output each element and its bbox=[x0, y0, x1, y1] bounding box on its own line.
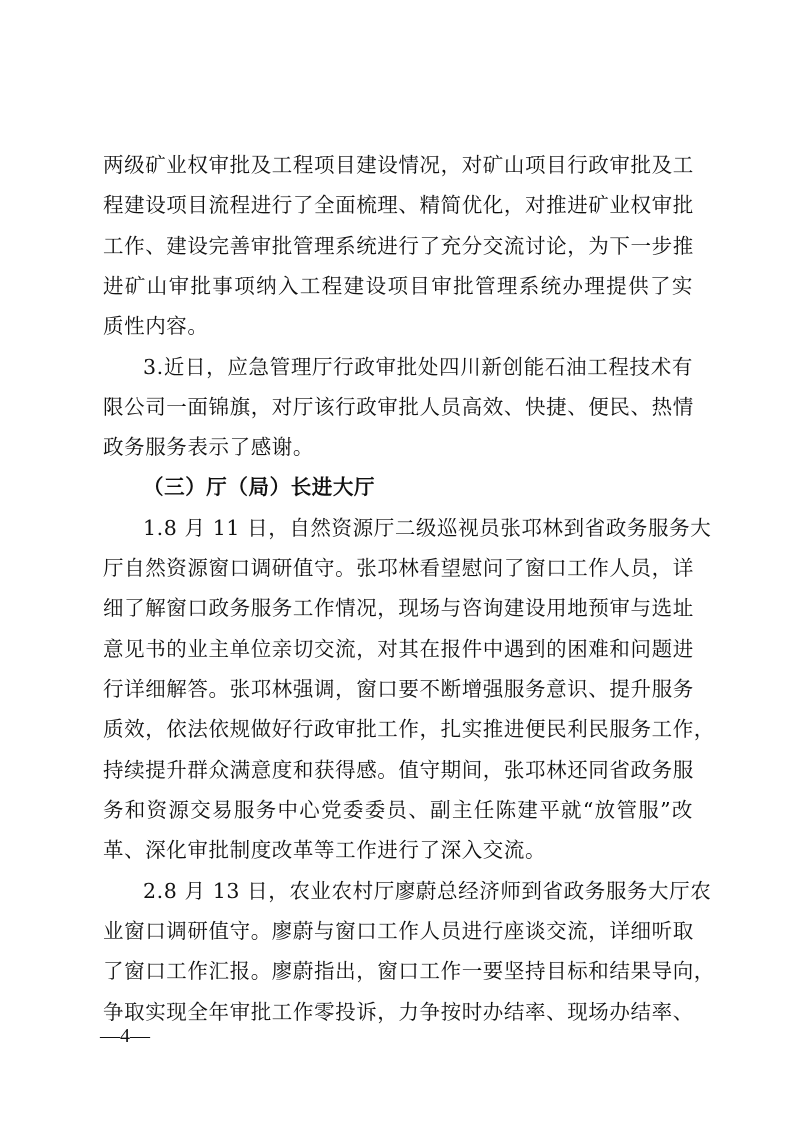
paragraph-line: 工作、建设完善审批管理系统进行了充分交流讨论，为下一步推 bbox=[103, 234, 694, 258]
paragraph-line: 争取实现全年审批工作零投诉，力争按时办结率、现场办结率、 bbox=[103, 1000, 694, 1024]
paragraph-line: 1.8 月 11 日，自然资源厅二级巡视员张邛林到省政务服务大 bbox=[143, 516, 712, 540]
paragraph-line: 革、深化审批制度改革等工作进行了深入交流。 bbox=[103, 838, 547, 862]
paragraph-line: 质性内容。 bbox=[103, 314, 209, 338]
page-number: —4— bbox=[100, 1025, 150, 1047]
section-heading: （三）厅（局）长进大厅 bbox=[143, 475, 376, 499]
paragraph-line: 限公司一面锦旗，对厅该行政审批人员高效、快捷、便民、热情 bbox=[103, 395, 694, 419]
paragraph-line: 两级矿业权审批及工程项目建设情况，对矿山项目行政审批及工 bbox=[103, 153, 694, 177]
paragraph-line: 细了解窗口政务服务工作情况，现场与咨询建设用地预审与选址 bbox=[103, 596, 694, 620]
paragraph-line: 厅自然资源窗口调研值守。张邛林看望慰问了窗口工作人员，详 bbox=[103, 556, 694, 580]
paragraph-line: 程建设项目流程进行了全面梳理、精简优化，对推进矿业权审批 bbox=[103, 193, 694, 217]
paragraph-line: 3.近日，应急管理厅行政审批处四川新创能石油工程技术有 bbox=[143, 355, 693, 379]
paragraph-line: 意见书的业主单位亲切交流，对其在报件中遇到的困难和问题进 bbox=[103, 637, 694, 661]
paragraph-line: 业窗口调研值守。廖蔚与窗口工作人员进行座谈交流，详细听取 bbox=[103, 919, 694, 943]
paragraph-line: 2.8 月 13 日，农业农村厅廖蔚总经济师到省政务服务大厅农 bbox=[143, 879, 712, 903]
paragraph-line: 进矿山审批事项纳入工程建设项目审批管理系统办理提供了实 bbox=[103, 274, 693, 298]
paragraph-line: 务和资源交易服务中心党委委员、副主任陈建平就“放管服”改 bbox=[103, 798, 693, 822]
paragraph-line: 政务服务表示了感谢。 bbox=[103, 435, 314, 459]
paragraph-line: 质效，依法依规做好行政审批工作，扎实推进便民利民服务工作， bbox=[103, 717, 715, 741]
paragraph-line: 持续提升群众满意度和获得感。值守期间，张邛林还同省政务服 bbox=[103, 758, 694, 782]
paragraph-line: 行详细解答。张邛林强调，窗口要不断增强服务意识、提升服务 bbox=[103, 677, 694, 701]
paragraph-line: 了窗口工作汇报。廖蔚指出，窗口工作一要坚持目标和结果导向， bbox=[103, 959, 715, 983]
